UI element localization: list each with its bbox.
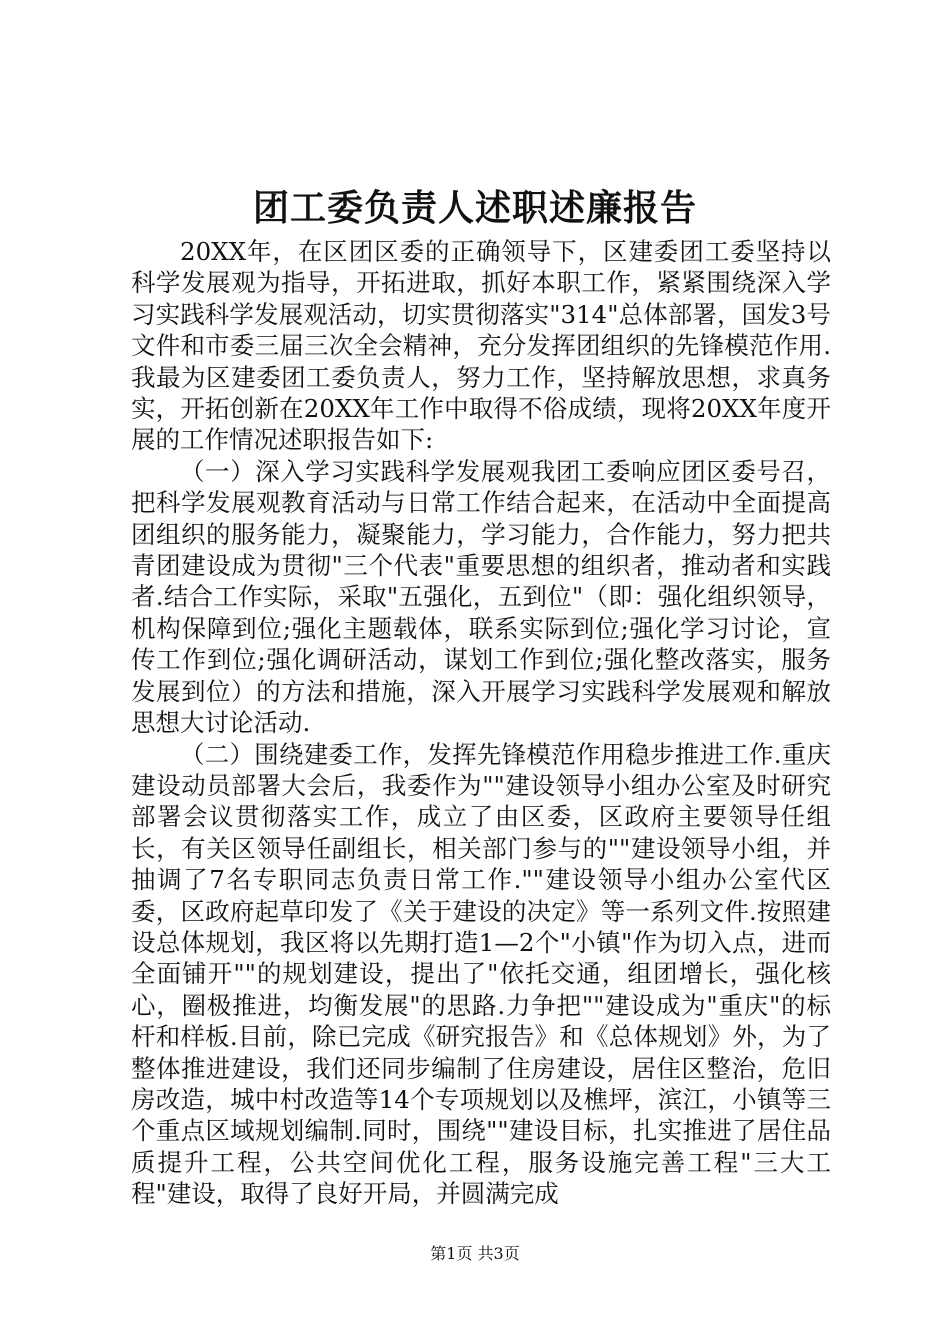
paragraph-intro: 20XX年，在区团区委的正确领导下，区建委团工委坚持以科学发展观为指导，开拓进取，抓好本职工作，紧紧围绕深入学习实践科学发展观活动，切实贯彻落实"314"总体部署，国发3号文件和市委三届三次全会精神，充分发挥团组织的先锋模范作用.我最为区建委团工委负责人，努力工作，坚持解放思想，求真务实，开拓创新在20XX年工作中取得不俗成绩，现将20XX年度开展的工作情况述职报告如下:: [131, 237, 831, 455]
page-number-footer: 第1页 共3页: [430, 1244, 520, 1263]
document-body: [131, 236, 831, 1210]
document-title: 团工委负责人述职述廉报告: [252, 187, 697, 229]
paragraph-section-2: （二）围绕建委工作，发挥先锋模范作用稳步推进工作.重庆建设动员部署大会后，我委作为""建设领导小组办公室及时研究部署会议贯彻落实工作，成立了由区委，区政府主要领导任组长，有关区领导任副组长，相关部门参与的""建设领导小组，并抽调了7名专职同志负责日常工作.""建设领导小组办公室代区委，区政府起草印发了《关于建设的决定》等一系列文件.按照建设总体规划，我区将以先期打造1—2个"小镇"作为切入点，进而全面铺开""的规划建设，提出了"依托交通，组团增长，强化核心，圈极推进，均衡发展"的思路.力争把""建设成为"重庆"的标杆和样板.目前，除已完成《研究报告》和《总体规划》外，为了整体推进建设，我们还同步编制了住房建设，居住区整治，危旧房改造，城中村改造等14个专项规划以及樵坪，滨江，小镇等三个重点区域规划编制.同时，围绕""建设目标，扎实推进了居住品质提升工程，公共空间优化工程，服务设施完善工程"三大工程"建设，取得了良好开局，并圆满完成: [131, 739, 831, 1209]
paragraph-section-1: （一）深入学习实践科学发展观我团工委响应团区委号召，把科学发展观教育活动与日常工作结合起来，在活动中全面提高团组织的服务能力，凝聚能力，学习能力，合作能力，努力把共青团建设成为贯彻"三个代表"重要思想的组织者，推动者和实践者.结合工作实际，采取"五强化，五到位"（即：强化组织领导，机构保障到位;强化主题载体，联系实际到位;强化学习讨论，宣传工作到位;强化调研活动，谋划工作到位;强化整改落实，服务发展到位）的方法和措施，深入开展学习实践科学发展观和解放思想大讨论活动.: [131, 456, 831, 738]
